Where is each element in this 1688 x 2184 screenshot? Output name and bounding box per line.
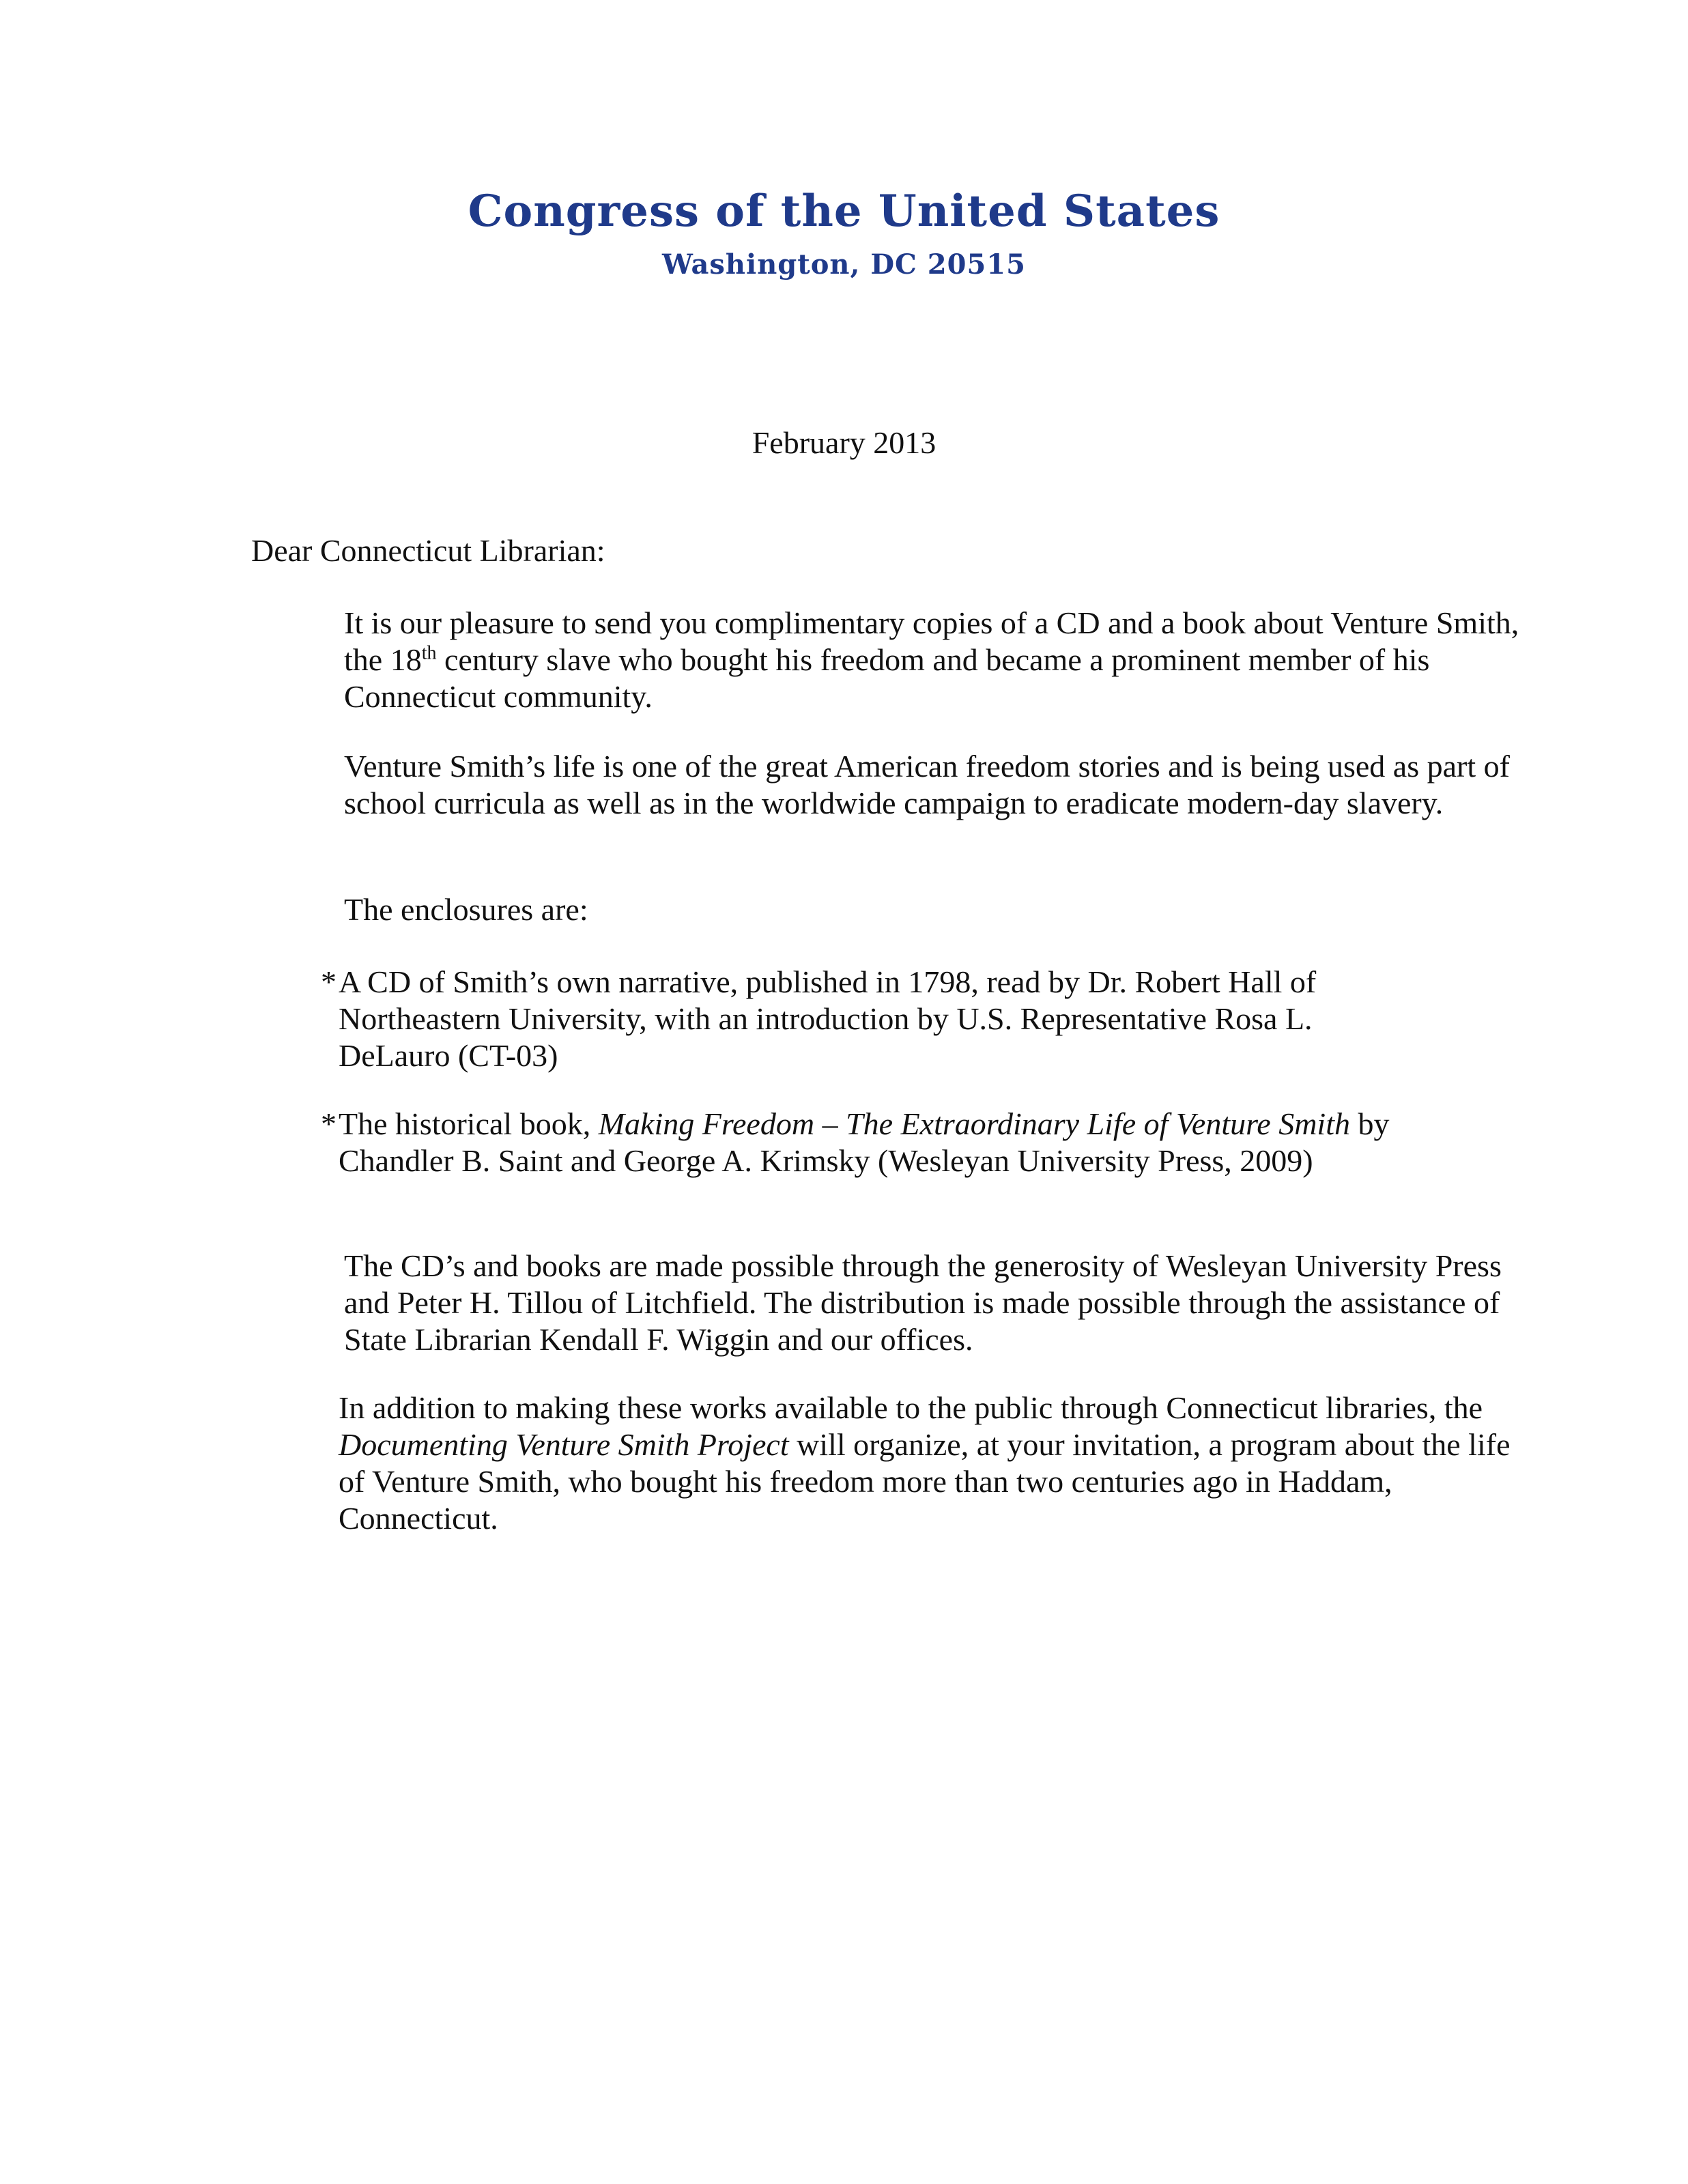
- paragraph-program-tail: will organize, at your invitation, a program about the life of Venture Smith, who bought his freedom more than two centuries ago in Haddam, Connecticut.: [339, 1427, 1511, 1536]
- letterhead-title: Congress of the United States: [468, 186, 1220, 237]
- paragraph-intro-text-b: century slave who bought his freedom and became a prominent member of his Connecticut community.: [344, 642, 1430, 714]
- bullet-asterisk: *: [321, 964, 337, 999]
- paragraph-program: [246, 1390, 1540, 1537]
- enclosures-intro: The enclosures are:: [344, 892, 588, 927]
- letter-date: February 2013: [752, 425, 936, 460]
- enclosure-item-book: [321, 1106, 1403, 1179]
- salutation: Dear Connecticut Librarian:: [251, 533, 605, 568]
- paragraph-intro: [251, 605, 1539, 715]
- project-name: Documenting Venture Smith Project: [339, 1427, 789, 1462]
- enclosure-item-book-lead: The historical book,: [339, 1106, 599, 1141]
- enclosure-item-book-tail: by Chandler B. Saint and George A. Krimsky (Wesleyan University Press, 2009): [339, 1106, 1390, 1178]
- paragraph-program-lead: In addition to making these works available to the public through Connecticut libraries, the: [339, 1390, 1483, 1425]
- enclosure-item-cd: [321, 964, 1403, 1074]
- enclosure-item-cd-text: A CD of Smith’s own narrative, published in 1798, read by Dr. Robert Hall of Northeastern University, with an introduction by U.S. Representative Rosa L. DeLauro (CT-03): [339, 964, 1317, 1073]
- letterhead-address: Washington, DC 20515: [662, 248, 1026, 281]
- paragraph-acknowledgements: The CD’s and books are made possible through the generosity of Wesleyan University Press and Peter H. Tillou of Litchfield. The distribution is made possible through the assistance of State Librarian Kendall F. Wiggin and our offices.: [344, 1248, 1502, 1357]
- bullet-asterisk: *: [321, 1106, 337, 1141]
- paragraph-freedom-story: Venture Smith’s life is one of the great American freedom stories and is being used as part of school curricula as well as in the worldwide campaign to eradicate modern-day slavery.: [344, 749, 1510, 820]
- paragraph-intro-text-a: It is our pleasure to send you complimentary copies of a CD and a book about Venture Smith, the 18: [344, 605, 1519, 677]
- ordinal-suffix: th: [421, 642, 437, 664]
- book-title: Making Freedom – The Extraordinary Life of Venture Smith: [598, 1106, 1350, 1141]
